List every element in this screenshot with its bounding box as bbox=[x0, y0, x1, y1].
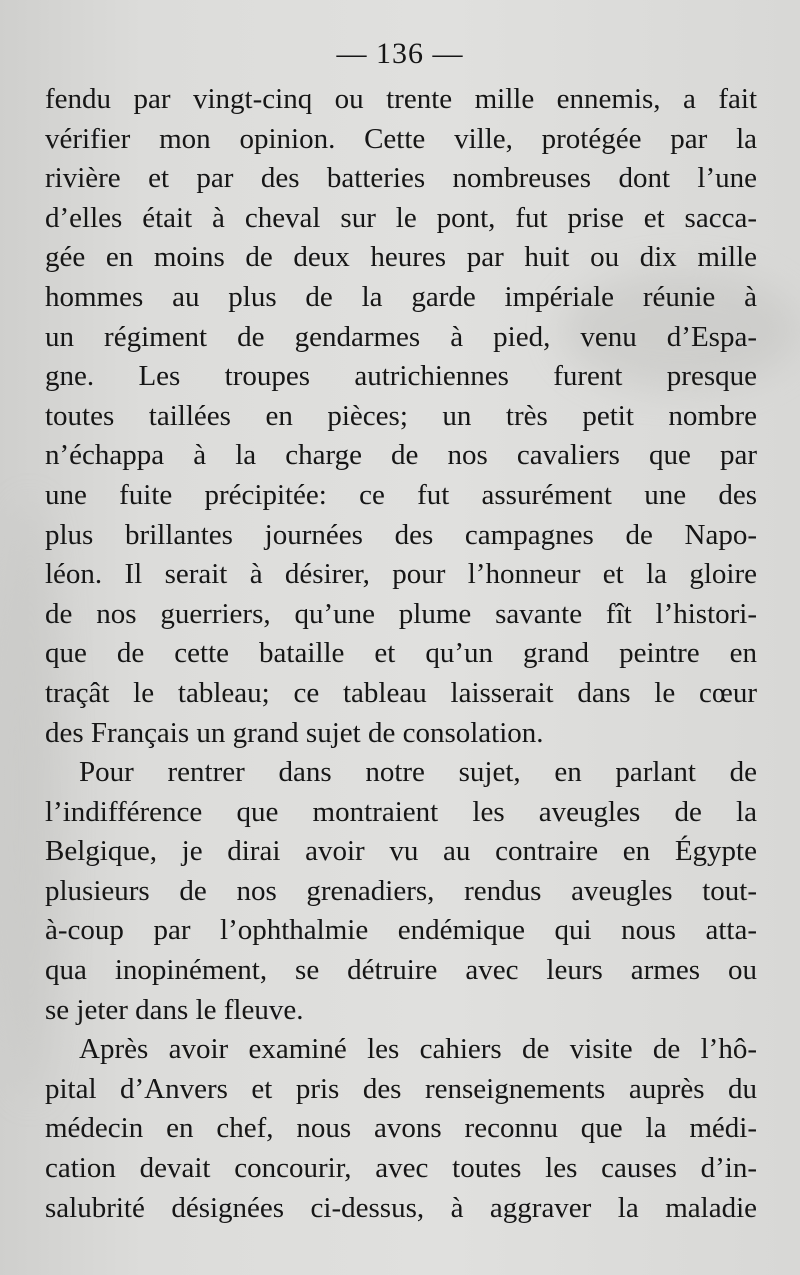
text-line: médecin en chef, nous avons reconnu que la médi- bbox=[45, 1112, 757, 1145]
text-line: un régiment de gendarmes à pied, venu d’Espa- bbox=[45, 320, 757, 353]
page-number: — 136 — bbox=[336, 37, 464, 70]
text-line: plus brillantes journées des campagnes de Napo- bbox=[45, 518, 757, 551]
text-line: qua inopinément, se détruire avec leurs armes ou bbox=[45, 954, 757, 987]
text-line: des Français un grand sujet de consolation. bbox=[45, 716, 544, 749]
text-line: hommes au plus de la garde impériale réunie à bbox=[45, 280, 757, 313]
text-line: rivière et par des batteries nombreuses dont l’une bbox=[45, 162, 757, 195]
text-line: à-coup par l’ophthalmie endémique qui nous atta- bbox=[45, 914, 757, 947]
text-line: vérifier mon opinion. Cette ville, protégée par la bbox=[45, 122, 757, 155]
text-line: toutes taillées en pièces; un très petit nombre bbox=[45, 399, 757, 432]
text-line: d’elles était à cheval sur le pont, fut prise et sacca- bbox=[45, 201, 757, 234]
text-line: gne. Les troupes autrichiennes furent presque bbox=[45, 360, 757, 393]
text-line: n’échappa à la charge de nos cavaliers que par bbox=[45, 439, 757, 472]
text-line: une fuite précipitée: ce fut assurément une des bbox=[45, 478, 757, 511]
text-line: plusieurs de nos grenadiers, rendus aveugles tout- bbox=[45, 874, 757, 907]
text-line: Belgique, je dirai avoir vu au contraire en Égypte bbox=[45, 835, 757, 868]
text-line: l’indifférence que montraient les aveugles de la bbox=[45, 795, 757, 828]
text-line: traçât le tableau; ce tableau laisserait dans le cœur bbox=[45, 676, 757, 709]
text-line: léon. Il serait à désirer, pour l’honneur et la gloire bbox=[45, 558, 757, 591]
text-line: salubrité désignées ci-dessus, à aggraver la maladie bbox=[45, 1191, 757, 1224]
text-line: fendu par vingt-cinq ou trente mille ennemis, a fait bbox=[45, 83, 757, 115]
text-line: Pour rentrer dans notre sujet, en parlant de bbox=[79, 756, 757, 789]
text-line: de nos guerriers, qu’une plume savante fît l’histori- bbox=[45, 597, 757, 630]
text-line: cation devait concourir, avec toutes les causes d’in- bbox=[45, 1152, 757, 1185]
text-line: gée en moins de deux heures par huit ou dix mille bbox=[45, 241, 757, 274]
page-text bbox=[45, 80, 757, 1228]
text-line: se jeter dans le fleuve. bbox=[45, 993, 304, 1026]
text-line: pital d’Anvers et pris des renseignements auprès du bbox=[45, 1072, 757, 1105]
text-line: que de cette bataille et qu’un grand peintre en bbox=[45, 637, 757, 670]
text-line: Après avoir examiné les cahiers de visite de l’hô- bbox=[79, 1033, 757, 1066]
